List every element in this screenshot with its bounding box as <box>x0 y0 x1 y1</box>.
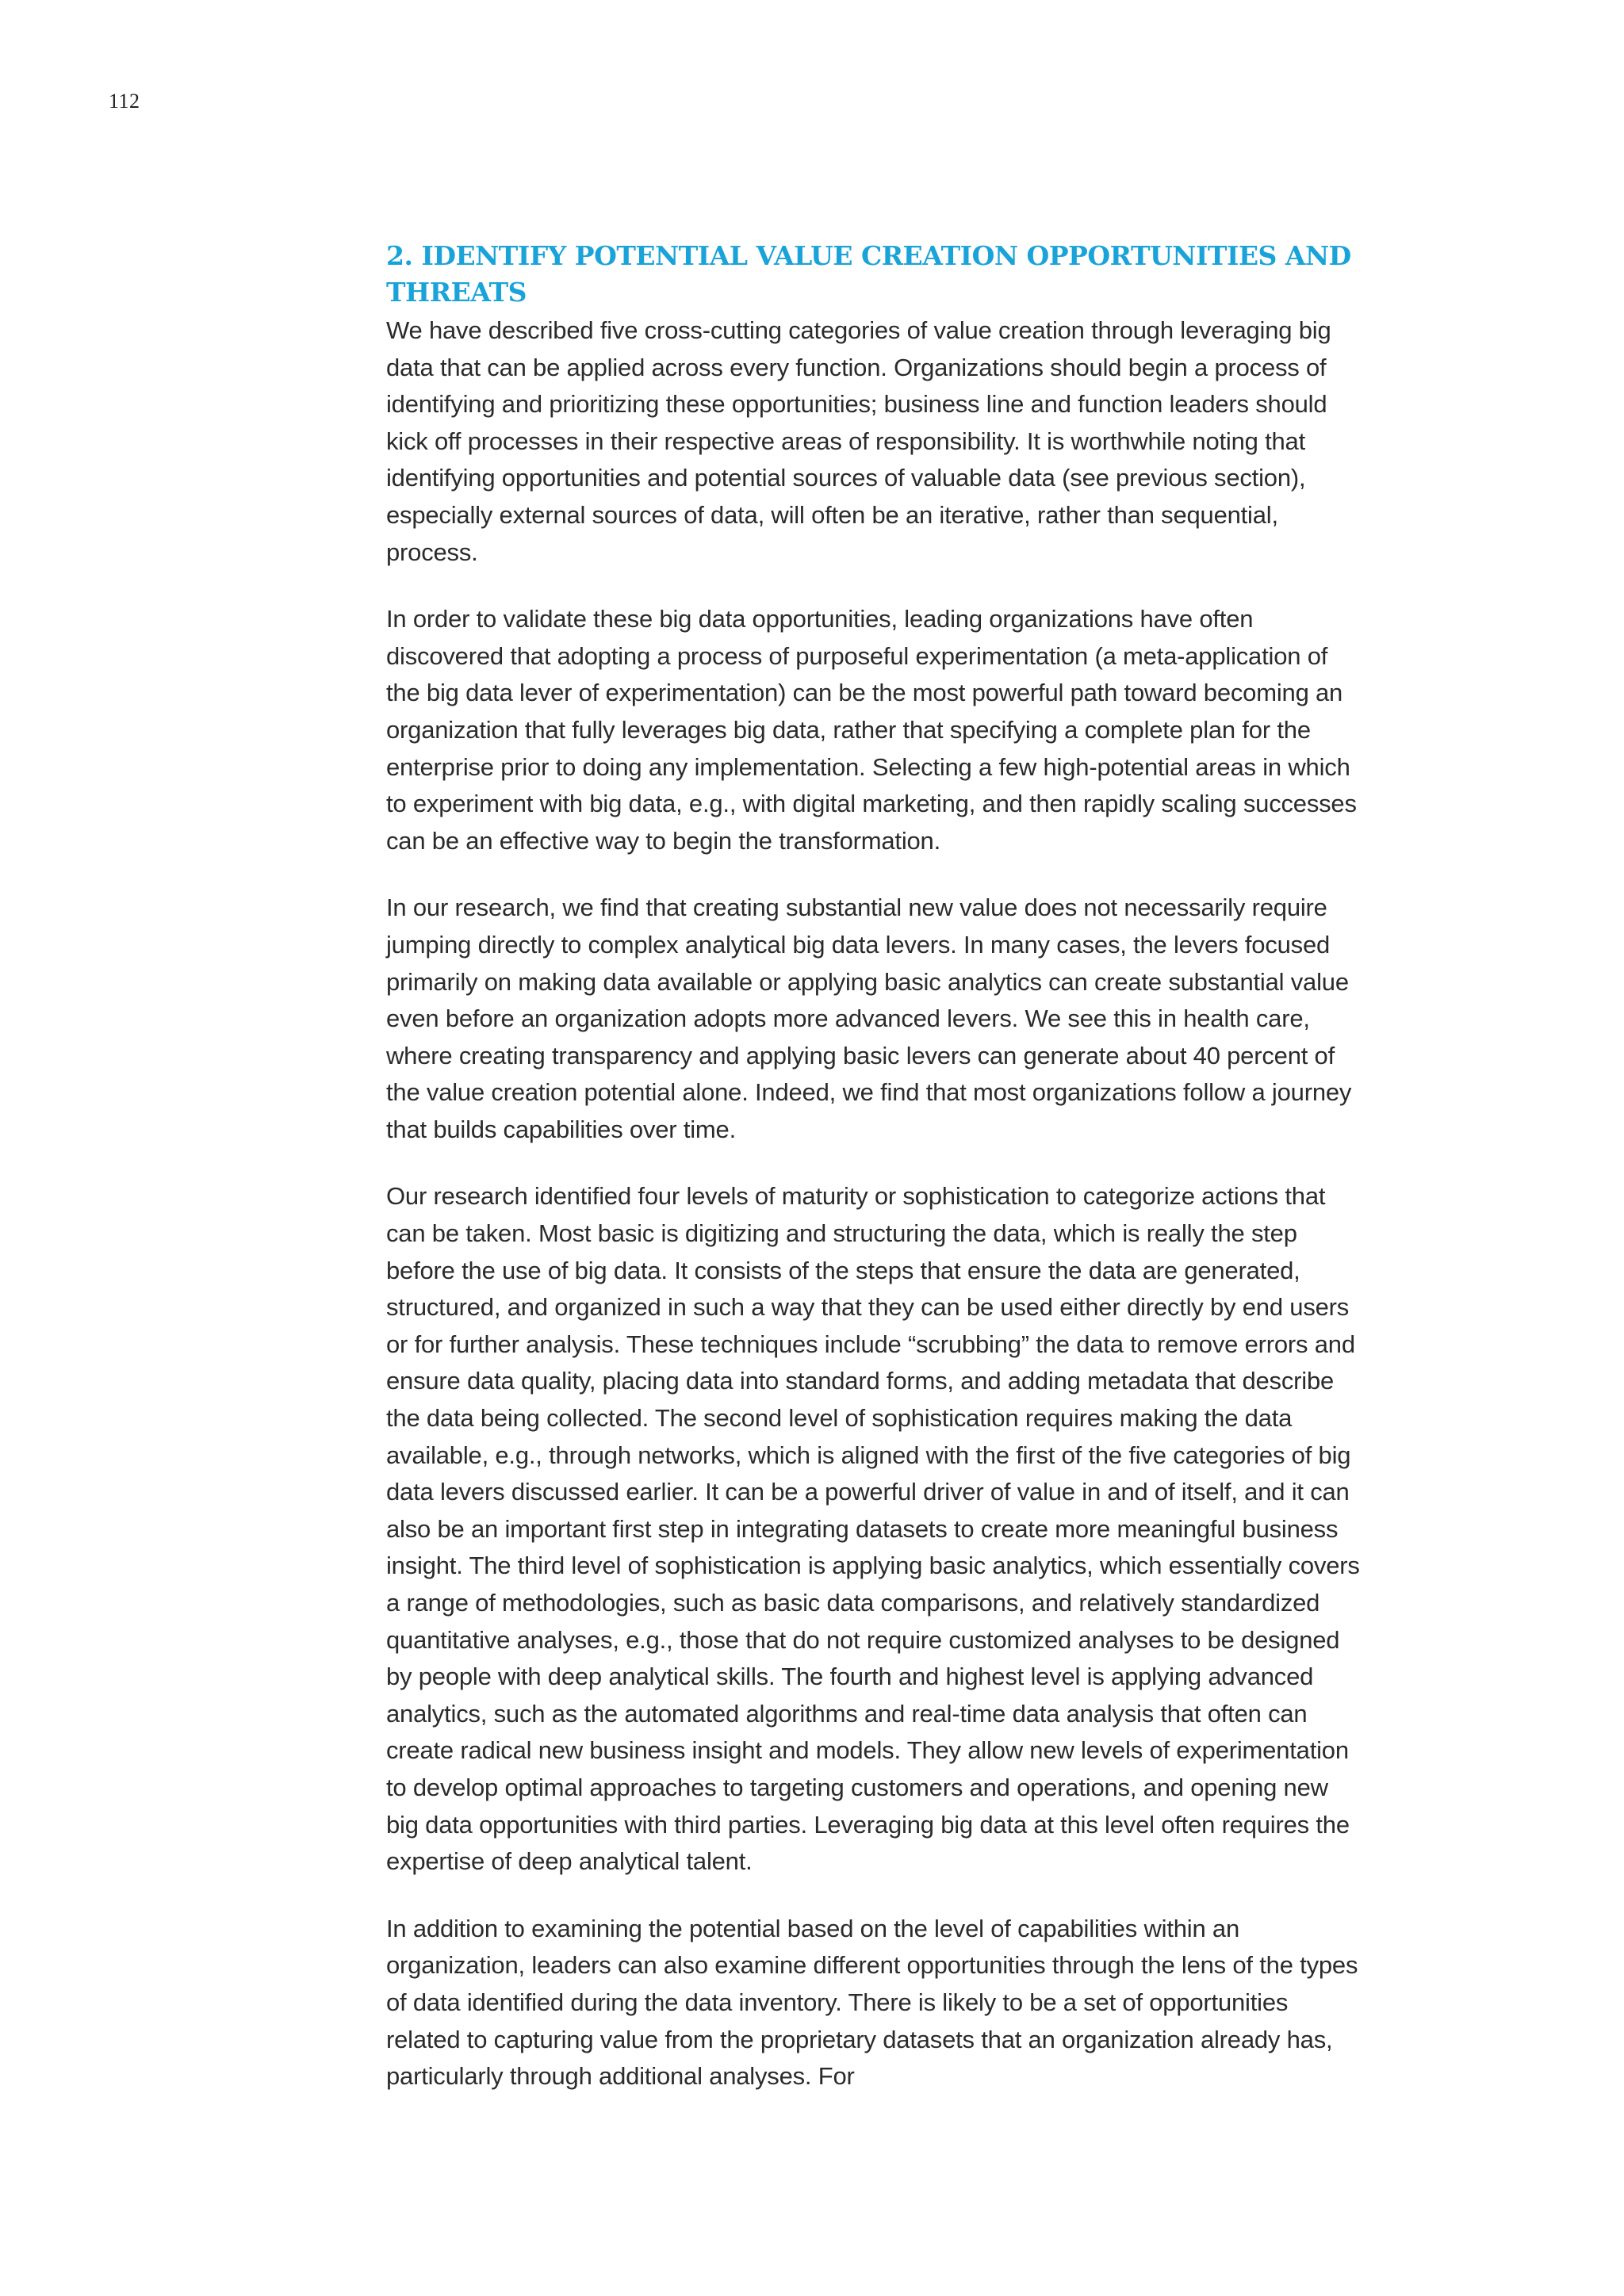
paragraph-1: We have described five cross-cutting categories of value creation through leveraging big data that can be applied across every function. Organizations should begin a process of identifying and prioritizing these opportunities; business line and function leaders should kick off processes in their respective areas of responsibility. It is worthwhile noting that identifying opportunities and potential sources of valuable data (see previous section), especially external sources of data, will often be an iterative, rather than sequential, process. <box>386 316 1331 566</box>
section-heading: 2. IDENTIFY POTENTIAL VALUE CREATION OPPORTUNITIES AND THREATS <box>386 240 1351 308</box>
paragraph-5: In addition to examining the potential based on the level of capabilities within an organization, leaders can also examine different opportunities through the lens of the types of data identified during the data inventory. There is likely to be a set of opportunities related to capturing value from the proprietary datasets that an organization already has, particularly through additional analyses. For <box>386 1914 1358 2091</box>
paragraph-3: In our research, we find that creating substantial new value does not necessarily require jumping directly to complex analytical big data levers. In many cases, the levers focused primarily on making data available or applying basic analytics can create substantial value even before an organization adopts more advanced levers. We see this in health care, where creating transparency and applying basic levers can generate about 40 percent of the value creation potential alone. Indeed, we find that most organizations follow a journey that builds capabilities over time. <box>386 894 1352 1143</box>
section-content <box>386 238 1362 2126</box>
paragraph-2: In order to validate these big data opportunities, leading organizations have often discovered that adopting a process of purposeful experimentation (a meta-application of the big data lever of experimentation) can be the most powerful path toward becoming an organization that fully leverages big data, rather that specifying a complete plan for the enterprise prior to doing any implementation. Selecting a few high-potential areas in which to experiment with big data, e.g., with digital marketing, and then rapidly scaling successes can be an effective way to begin the transformation. <box>386 605 1357 855</box>
page-number: 112 <box>109 90 140 113</box>
paragraph-4: Our research identified four levels of maturity or sophistication to categorize actions that can be taken. Most basic is digitizing and structuring the data, which is really the step before the use of big data. It consists of the steps that ensure the data are generated, structured, and organized in such a way that they can be used either directly by end users or for further analysis. These techniques include “scrubbing” the data to remove errors and ensure data quality, placing data into standard forms, and adding metadata that describe the data being collected. The second level of sophistication requires making the data available, e.g., through networks, which is aligned with the first of the five categories of big data levers discussed earlier. It can be a powerful driver of value in and of itself, and it can also be an important first step in integrating datasets to create more meaningful business insight. The third level of sophistication is applying basic analytics, which essentially covers a range of methodologies, such as basic data comparisons, and relatively standardized quantitative analyses, e.g., those that do not require customized analyses to be designed by people with deep analytical skills. The fourth and highest level is applying advanced analytics, such as the automated algorithms and real-time data analysis that often can create radical new business insight and models. They allow new levels of experimentation to develop optimal approaches to targeting customers and operations, and opening new big data opportunities with third parties. Leveraging big data at this level often requires the expertise of deep analytical talent. <box>386 1182 1360 1876</box>
